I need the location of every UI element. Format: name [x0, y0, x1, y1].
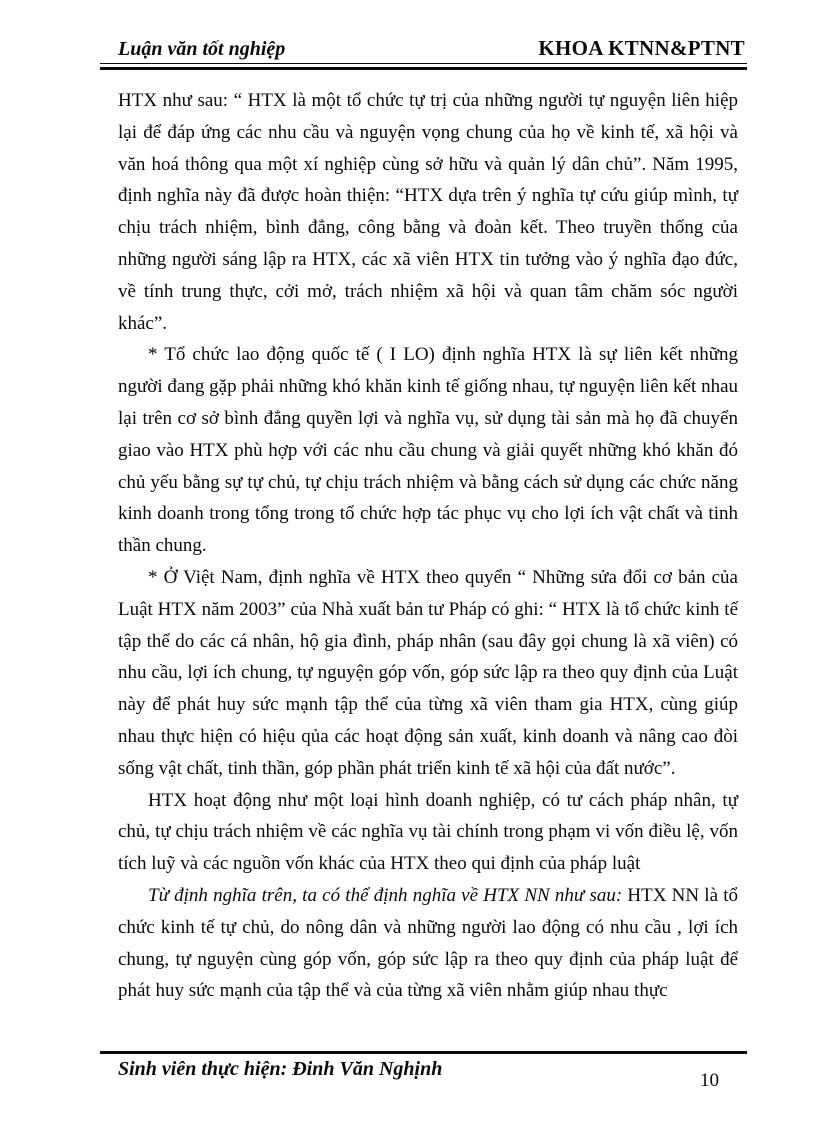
page-header [100, 36, 747, 70]
footer-row [100, 1054, 747, 1092]
body-paragraph-2: * Tổ chức lao động quốc tế ( I LO) định nghĩa HTX là sự liên kết những người đang gặp phải những khó khăn kinh tế giống nhau, tự nguyện liên kết nhau lại trên cơ sở bình đẳng quyền lợi và nghĩa vụ, sử dụng tài sản mà họ đã chuyển giao vào HTX phù hợp với các nhu cầu chung và giải quyết những khó khăn đó chủ yếu bằng sự tự chủ, tự chịu trách nhiệm và bằng cách sử dụng các chức năng kinh doanh trong tổng trong tổ chức hợp tác phục vụ cho lợi ích vật chất và tinh thần chung. [118, 344, 738, 557]
definition-lead-italic: Từ định nghĩa trên, ta có thể định nghĩa về HTX NN như sau: [148, 884, 623, 906]
body-paragraph-1: HTX như sau: “ HTX là một tổ chức tự trị của những người tự nguyện liên hiệp lại để đáp ứng các nhu cầu và nguyện vọng chung của họ về kinh tế, xã hội và văn hoá thông qua một xí nghiệp cùng sở hữu và quản lý dân chủ”. Năm 1995, định nghĩa này đã được hoàn thiện: “HTX dựa trên ý nghĩa tự cứu giúp mình, tự chịu trách nhiệm, bình đẳng, công bằng và đoàn kết. Theo truyền thống của những người sáng lập ra HTX, các xã viên HTX tin tưởng vào ý nghĩa đạo đức, về tính trung thực, cởi mở, trách nhiệm xã hội và quan tâm chăm sóc người khác”. [118, 90, 738, 334]
body-paragraph-3: * Ở Việt Nam, định nghĩa về HTX theo quyển “ Những sửa đổi cơ bản của Luật HTX năm 2003” của Nhà xuất bản tư Pháp có ghi: “ HTX là tổ chức kinh tế tập thể do các cá nhân, hộ gia đình, pháp nhân (sau đây gọi chung là xã viên) có nhu cầu, lợi ích chung, tự nguyện góp vốn, góp sức lập ra theo quy định của Luật này để phát huy sức mạnh tập thể của từng xã viên tham gia HTX, cùng giúp nhau thực hiện có hiệu qủa các hoạt động sản xuất, kinh doanh và nâng cao đòi sống vật chất, tinh thần, góp phần phát triển kinh tế xã hội của đất nước”. [118, 566, 738, 779]
header-row [100, 36, 747, 64]
body-paragraph-5 [118, 880, 738, 1007]
body-paragraph-4: HTX hoạt động như một loại hình doanh nghiệp, có tư cách pháp nhân, tự chủ, tự chịu trách nhiệm về các nghĩa vụ tài chính trong phạm vi vốn điều lệ, vốn tích luỹ và các nguồn vốn khác của HTX theo qui định của pháp luật [118, 789, 738, 875]
definition-continuation: HTX NN là tổ chức kinh tế tự chủ, do nông dân và những người lao động có nhu cầu , lợi ích chung, tự nguyện cùng góp vốn, góp sức lập ra theo quy định của pháp luật để phát huy sức mạnh của tập thể và của từng xã viên nhằm giúp nhau thực [118, 884, 739, 1002]
page-number: 10 [700, 1070, 719, 1091]
body-text [118, 85, 738, 1007]
page-footer [100, 1051, 747, 1092]
header-faculty-name: KHOA KTNN&PTNT [538, 36, 745, 60]
header-rule [100, 67, 747, 70]
footer-author-line: Sinh viên thực hiện: Đinh Văn Nghịnh [118, 1058, 443, 1080]
header-thesis-title: Luận văn tốt nghiệp [118, 38, 286, 60]
